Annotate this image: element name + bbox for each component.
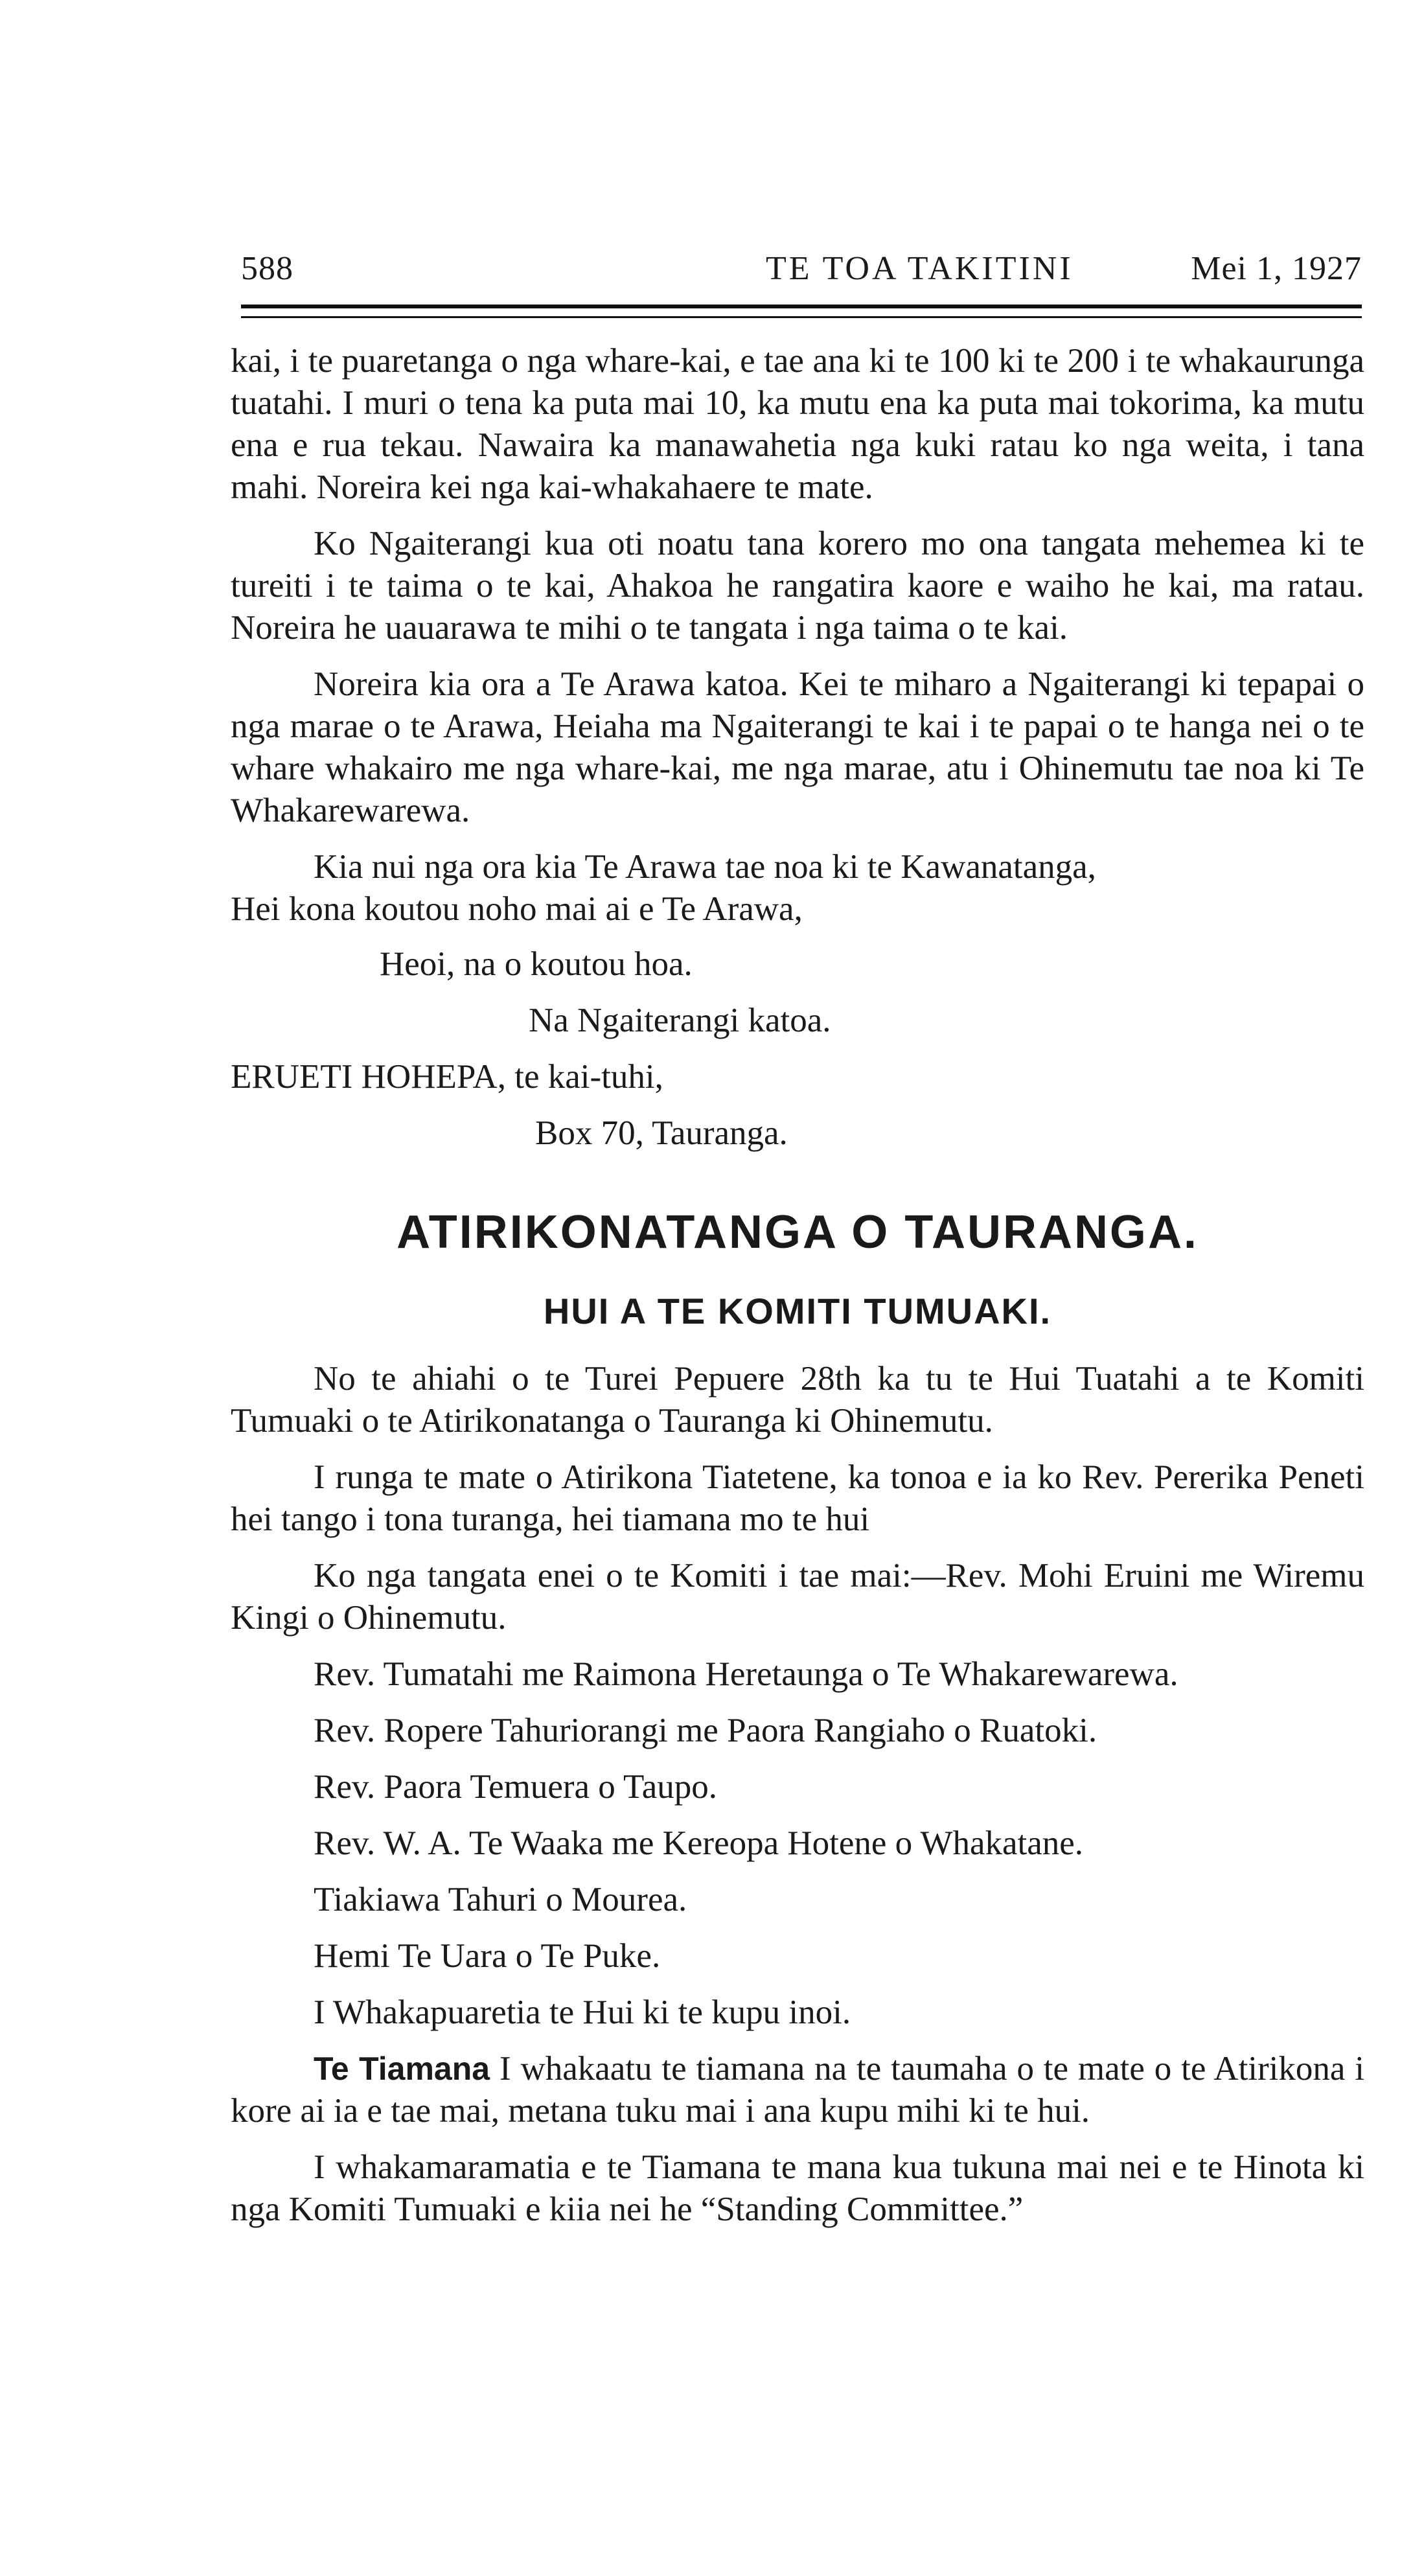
article-paragraph: Rev. Paora Temuera o Taupo.: [314, 1768, 718, 1806]
letter-paragraph: kai, i te puaretanga o nga whare-kai, e tae ana ki te 100 ki te 200 i te whakaurunga tuatahi. I muri o tena ka puta mai 10, ka mutu ena ka puta mai tokorima, ka mutu ena e rua tekau. Nawaira ka manawahetia nga kuki ratau ko nga weita, i tana mahi. Noreira kei nga kai-whakahaere te mate.: [231, 342, 1364, 506]
letter-section: [231, 340, 1364, 1155]
chairman-text: I whakaatu te tiamana na te taumaha o te mate o te Atirikona i kore ai ia e tae mai, metana tuku mai i ana kupu mihi ki te hui.: [231, 2050, 1364, 2130]
letter-address: Box 70, Tauranga.: [535, 1114, 788, 1152]
page-number: 588: [241, 250, 293, 287]
header-rule: [241, 305, 1362, 318]
article-paragraph: Hemi Te Uara o Te Puke.: [314, 1937, 661, 1975]
issue-date: Mei 1, 1927: [1191, 250, 1362, 287]
article-paragraph: Tiakiawa Tahuri o Mourea.: [314, 1881, 687, 1918]
chairman-label: Te Tiamana: [314, 2051, 490, 2087]
article-paragraph: Rev. Tumatahi me Raimona Heretaunga o Te Whakarewarewa.: [314, 1655, 1178, 1693]
article-paragraph: [231, 2048, 1364, 2132]
article-paragraph: No te ahiahi o te Turei Pepuere 28th ka tu te Hui Tuatahi a te Komiti Tumuaki o te Atirikonatanga o Tauranga ki Ohinemutu.: [231, 1360, 1364, 1440]
article-paragraph: Ko nga tangata enei o te Komiti i tae mai:—Rev. Mohi Eruini me Wiremu Kingi o Ohinemutu.: [231, 1557, 1364, 1637]
article-section: [231, 1206, 1364, 2231]
article-paragraph: Rev. W. A. Te Waaka me Kereopa Hotene o Whakatane.: [314, 1824, 1084, 1862]
article-heading: ATIRIKONATANGA O TAURANGA.: [396, 1206, 1199, 1258]
letter-line: Hei kona koutou noho mai ai e Te Arawa,: [231, 890, 803, 928]
page-body: [231, 340, 1364, 2245]
letter-closing: Heoi, na o koutou hoa.: [380, 945, 693, 983]
article-paragraph: I whakamaramatia e te Tiamana te mana kua tukuna mai nei e te Hinota ki nga Komiti Tumuaki e kiia nei he “Standing Committee.”: [231, 2148, 1364, 2228]
letter-closing: Na Ngaiterangi katoa.: [529, 1002, 831, 1039]
letter-signature: ERUETI HOHEPA, te kai-tuhi,: [231, 1058, 663, 1096]
article-subheading: HUI A TE KOMITI TUMUAKI.: [543, 1291, 1052, 1331]
letter-line: Kia nui nga ora kia Te Arawa tae noa ki te Kawanatanga,: [314, 848, 1096, 886]
article-paragraph: I runga te mate o Atirikona Tiatetene, ka tonoa e ia ko Rev. Pererika Peneti hei tango i tona turanga, hei tiamana mo te hui: [231, 1458, 1364, 1538]
letter-paragraph: Noreira kia ora a Te Arawa katoa. Kei te miharo a Ngaiterangi ki tepapai o nga marae o te Arawa, Heiaha ma Ngaiterangi te kai i te papai o te hanga nei o te whare whakairo me nga whare-kai, me nga marae, atu i Ohinemutu tae noa ki Te Whakarewarewa.: [231, 665, 1364, 829]
letter-paragraph: Ko Ngaiterangi kua oti noatu tana korero mo ona tangata mehemea ki te tureiti i te taima o te kai, Ahakoa he rangatira kaore e waiho he kai, ma ratau. Noreira he uauarawa te mihi o te tangata i nga taima o te kai.: [231, 525, 1364, 647]
article-paragraph: Rev. Ropere Tahuriorangi me Paora Rangiaho o Ruatoki.: [314, 1712, 1097, 1749]
publication-title: TE TOA TAKITINI: [766, 250, 1074, 287]
page-header: [241, 249, 1362, 295]
article-paragraph: I Whakapuaretia te Hui ki te kupu inoi.: [314, 1994, 851, 2031]
